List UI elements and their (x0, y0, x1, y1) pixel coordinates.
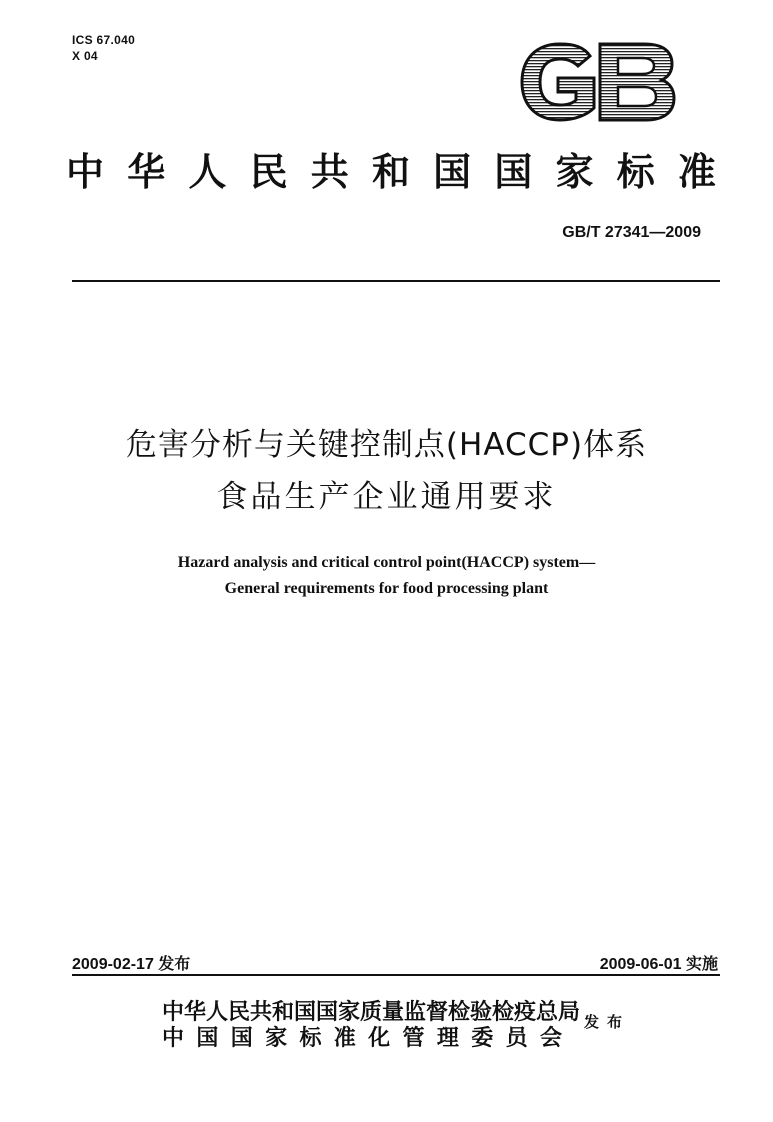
issuer-aqsiq: 中华人民共和国国家质量监督检验检疫总局 (162, 999, 581, 1025)
issuer-char: 理 (436, 1025, 459, 1051)
heading-char: 家 (555, 149, 594, 194)
issuer-sac (162, 1024, 562, 1052)
logo-letter-g (522, 44, 594, 120)
issue-date: 2009-02-17 发布 (72, 956, 191, 973)
logo-letter-b (600, 44, 674, 120)
issuer-char: 家 (265, 1025, 288, 1051)
issuer-char: 标 (299, 1025, 322, 1051)
national-standard-heading (60, 144, 722, 200)
heading-char: 国 (433, 149, 472, 194)
title-en-line2: General requirements for food processing plant (224, 580, 549, 597)
standard-number: GB/T 27341—2009 (562, 224, 701, 241)
heading-char: 中 (66, 149, 105, 194)
ccs-code: X 04 (72, 49, 98, 63)
issuer-char: 化 (368, 1025, 391, 1051)
publish-label: 发布 (584, 1013, 631, 1031)
heading-char: 民 (249, 149, 288, 194)
top-divider (72, 280, 720, 282)
classification-codes (72, 32, 135, 64)
issuer-char: 中 (162, 1025, 185, 1051)
issuer-char: 准 (333, 1025, 356, 1051)
gb-logo (518, 42, 676, 122)
heading-char: 国 (494, 149, 533, 194)
title-cn-line1: 危害分析与关键控制点(HACCP)体系 (125, 427, 648, 463)
heading-char: 华 (127, 149, 166, 194)
issuer-char: 国 (196, 1025, 219, 1051)
issuer-char: 国 (230, 1025, 253, 1051)
heading-char: 准 (677, 149, 716, 194)
issuer-char: 管 (402, 1025, 425, 1051)
issuer-char: 会 (539, 1025, 562, 1051)
ics-code: ICS 67.040 (72, 33, 136, 47)
heading-char: 和 (371, 149, 410, 194)
heading-char: 人 (188, 149, 227, 194)
implementation-date: 2009-06-01 实施 (599, 956, 718, 973)
title-cn-line2: 食品生产企业通用要求 (216, 479, 557, 515)
heading-char: 标 (616, 149, 655, 194)
issuer-char: 委 (471, 1025, 494, 1051)
bottom-divider (72, 974, 720, 976)
heading-char: 共 (310, 149, 349, 194)
issuer-char: 员 (505, 1025, 528, 1051)
title-en-line1: Hazard analysis and critical control point(HACCP) system— (177, 554, 596, 571)
